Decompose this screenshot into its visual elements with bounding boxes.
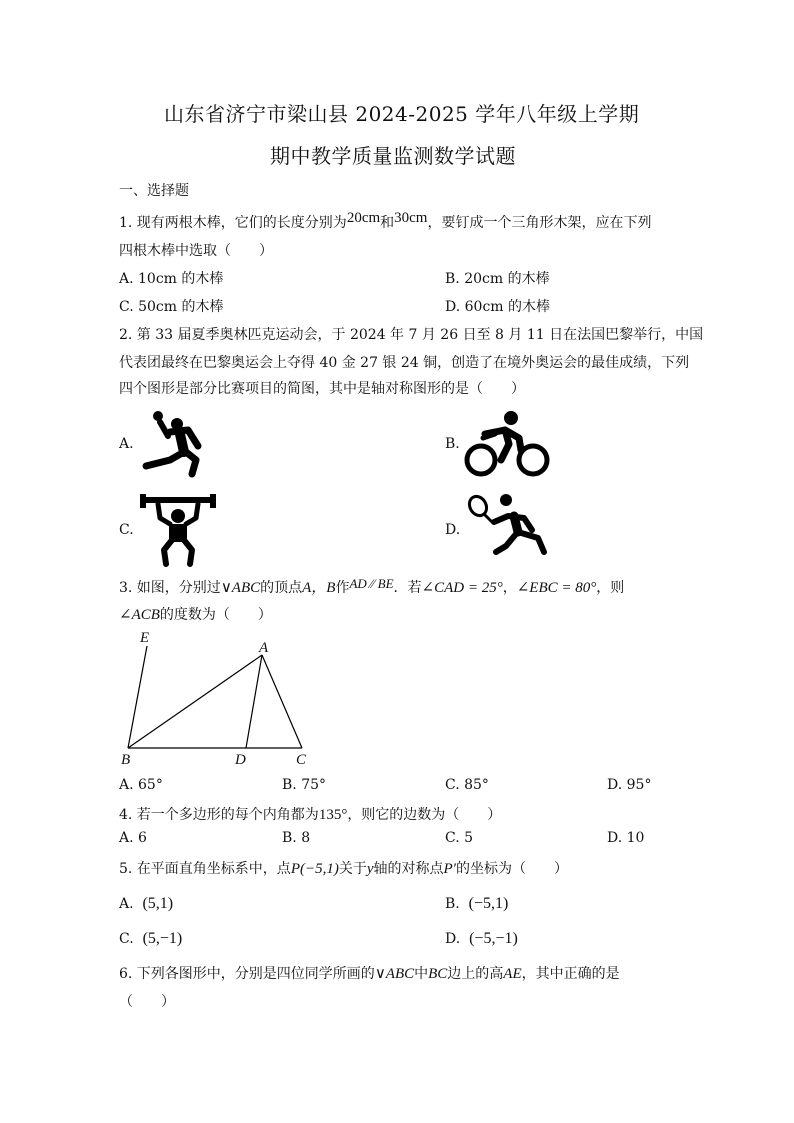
q5-value-b: (−5,1) — [468, 895, 509, 912]
q1-line2: 四根木棒中选取（ ） — [119, 243, 273, 259]
q2-label-d[interactable]: D. — [445, 522, 461, 538]
q4-option-b[interactable]: B. 8 — [282, 830, 311, 846]
q3-text-e: 作 — [335, 580, 350, 596]
q6-text-e: 边上的高 — [447, 966, 504, 982]
q3-text-l2: 的度数为（ ） — [159, 607, 272, 623]
q3-option-d[interactable]: D. 95° — [607, 777, 652, 793]
q5-point-p-prime: P′ — [443, 861, 456, 877]
q3-angle-acb: ∠ACB — [119, 607, 160, 623]
q3-angle-ebc: ∠EBC = 80° — [516, 580, 597, 596]
q3-text-i: ， — [502, 580, 517, 596]
q3-text-g: ．若 — [393, 580, 422, 596]
q4-angle: 135° — [318, 807, 348, 823]
q5-text-e: 轴的对称点 — [373, 861, 444, 877]
q6-text-c: 中 — [414, 966, 429, 982]
q4-option-d[interactable]: D. 10 — [607, 830, 645, 846]
q5-text-c: 关于 — [338, 861, 367, 877]
q5-option-d[interactable] — [445, 930, 518, 948]
q5-line1 — [119, 858, 568, 878]
q1-value-2: 30cm — [394, 210, 428, 226]
q3-angle-cad: ∠CAD = 25° — [421, 580, 503, 596]
q4-option-a[interactable]: A. 6 — [119, 830, 147, 846]
q4-line1 — [119, 804, 501, 824]
cyclist-icon — [465, 410, 551, 478]
q1-text-a: 1. 现有两根木棒，它们的长度分别为 — [119, 215, 347, 231]
q1-option-c[interactable]: C. 50cm 的木棒 — [119, 299, 224, 315]
q1-option-b[interactable]: B. 20cm 的木棒 — [445, 271, 550, 287]
q2-line1: 2. 第 33 届夏季奥林匹克运动会，于 2024 年 7 月 26 日至 8 月 11 日在法国巴黎举行，中国 — [119, 327, 704, 343]
q5-option-a[interactable] — [119, 895, 173, 913]
q3-triangle-abc: ∨ABC — [220, 580, 261, 596]
tennis-player-icon — [466, 492, 550, 560]
q1-option-a[interactable]: A. 10cm 的木棒 — [119, 271, 224, 287]
q3-label-d: D — [235, 752, 246, 768]
q5-option-b[interactable] — [445, 895, 508, 913]
title-line-2: 期中教学质量监测数学试题 — [270, 144, 516, 168]
q5-value-c: (5,−1) — [142, 930, 183, 947]
q4-text-a: 4. 若一个多边形的每个内角都为 — [119, 807, 319, 823]
q3-vertices: A，B — [302, 580, 336, 596]
q1-line1 — [119, 212, 651, 232]
q5-value-d: (−5,−1) — [469, 930, 518, 947]
q3-option-b[interactable]: B. 75° — [282, 777, 327, 793]
q3-line1 — [119, 576, 624, 597]
q6-text-a: 6. 下列各图形中，分别是四位同学所画的 — [119, 966, 375, 982]
q5-label-b: B. — [445, 896, 460, 912]
q3-line2 — [119, 604, 272, 624]
weightlifter-icon — [138, 490, 218, 566]
q3-option-c[interactable]: C. 85° — [445, 777, 489, 793]
q4-text-c: ，则它的边数为（ ） — [347, 807, 502, 823]
section-heading: 一、选择题 — [119, 183, 189, 199]
q5-y-axis: y — [366, 861, 374, 877]
q1-value-1: 20cm — [346, 210, 381, 226]
q2-line3: 四个图形是部分比赛项目的简图，其中是轴对称图形的是（ ） — [119, 381, 525, 397]
q5-text-a: 5. 在平面直角坐标系中，点 — [119, 861, 291, 877]
q5-option-c[interactable] — [119, 930, 182, 948]
q3-label-c: C — [296, 752, 307, 768]
q3-parallel: AD ⁄⁄ BE — [349, 576, 394, 591]
q3-text-c: 的顶点 — [260, 580, 303, 596]
q5-label-d: D. — [445, 931, 461, 947]
q5-label-a: A. — [119, 896, 134, 912]
q5-label-c: C. — [119, 931, 134, 947]
q3-text-a: 3. 如图，分别过 — [119, 580, 221, 596]
title-line-1: 山东省济宁市梁山县 2024-2025 学年八年级上学期 — [164, 102, 640, 126]
q2-label-a[interactable]: A. — [119, 436, 134, 452]
q2-line2: 代表团最终在巴黎奥运会上夺得 40 金 27 银 24 铜，创造了在境外奥运会的最佳成绩，下列 — [119, 355, 690, 371]
q5-value-a: (5,1) — [142, 895, 174, 912]
q3-option-a[interactable]: A. 65° — [119, 777, 163, 793]
q2-label-b[interactable]: B. — [445, 436, 460, 452]
q3-text-k: ，则 — [596, 580, 625, 596]
q4-option-c[interactable]: C. 5 — [445, 830, 474, 846]
handball-player-icon — [140, 410, 206, 476]
q1-and: 和 — [380, 215, 395, 231]
q6-line2: （ ） — [119, 994, 175, 1010]
q1-text-b: ，要钉成一个三角形木架，应在下列 — [427, 215, 652, 231]
q5-text-g: 的坐标为（ ） — [455, 861, 568, 877]
q2-label-c[interactable]: C. — [119, 522, 134, 538]
q6-side-bc: BC — [428, 966, 448, 982]
q6-text-g: ，其中正确的是 — [521, 966, 620, 982]
q6-height-ae: AE — [503, 966, 522, 982]
q1-option-d[interactable]: D. 60cm 的木棒 — [445, 299, 551, 315]
q6-line1 — [119, 963, 620, 983]
q3-triangle-figure — [115, 628, 325, 776]
q3-label-b: B — [121, 752, 131, 768]
q6-triangle-abc: ∨ABC — [374, 966, 415, 982]
q3-label-a: A — [259, 640, 269, 656]
q5-point-p: P(−5,1) — [290, 861, 339, 877]
q3-label-e: E — [140, 630, 150, 646]
